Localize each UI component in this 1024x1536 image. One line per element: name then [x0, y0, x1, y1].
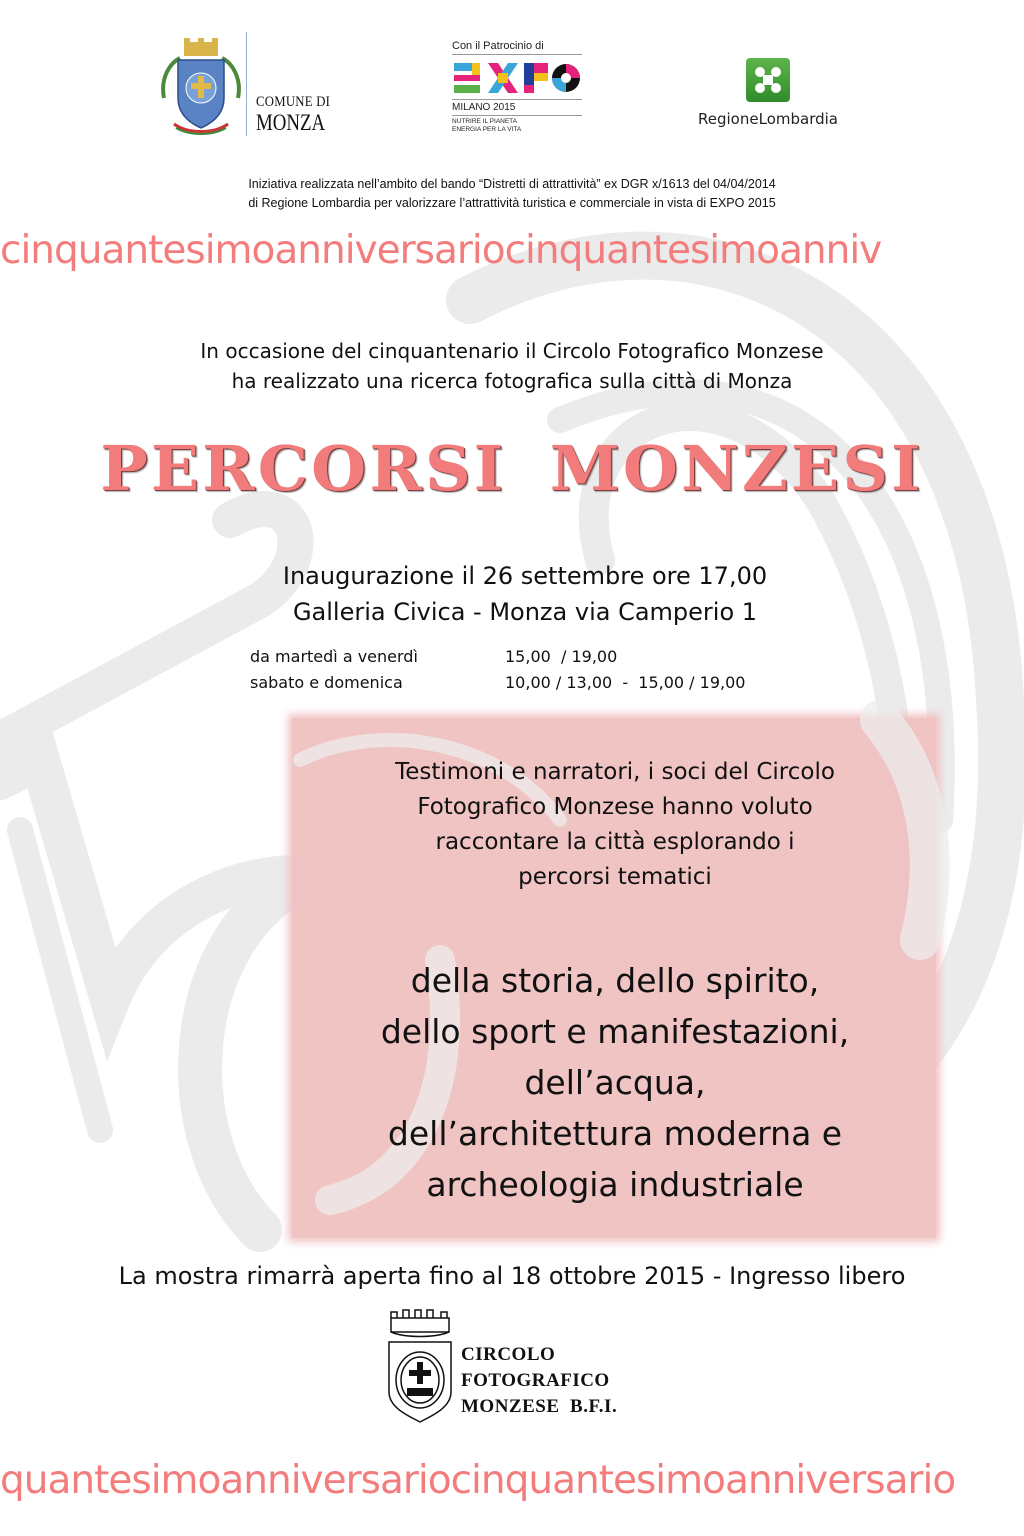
divider [452, 115, 582, 116]
inauguration-date: Inaugurazione il 26 settembre ore 17,00 [282, 562, 768, 590]
theme-line: della storia, dello spirito, [410, 961, 820, 1000]
hours-time: 15,00 / 19,00 [505, 647, 618, 666]
expo-wordmark-icon [452, 59, 582, 97]
monza-label: MONZA [256, 110, 326, 135]
description-text [300, 755, 930, 895]
hours-days: da martedì a venerdì [250, 647, 418, 666]
initiative-line-1: Iniziativa realizzata nell’ambito del bando “Distretti di attrattività” ex DGR x/1613 del 04/04/2014 [248, 177, 776, 191]
theme-line: archeologia industriale [426, 1165, 804, 1204]
circolo-line-1: CIRCOLO [461, 1344, 556, 1365]
circolo-crest-icon [385, 1308, 455, 1426]
divider [452, 99, 582, 100]
comune-label: COMUNE DI [256, 94, 331, 110]
initiative-line-2: di Regione Lombardia per valorizzare l’attrattività turistica e commerciale in vista di EXPO 2015 [248, 196, 776, 210]
expo-tagline-2: ENERGIA PER LA VITA [452, 126, 522, 133]
anniversary-band-top: cinquantesimoanniversariocinquantesimoanniv [0, 228, 882, 273]
description-line: percorsi tematici [518, 864, 712, 890]
venue-address: Galleria Civica - Monza via Camperio 1 [292, 598, 758, 626]
lombardia-rose-icon [746, 58, 790, 102]
description-line: Testimoni e narratori, i soci del Circolo [395, 759, 835, 785]
hours-row [250, 644, 850, 670]
circolo-fotografico-logo [385, 1308, 645, 1428]
themes-list [300, 955, 930, 1210]
anniversary-band-bottom: quantesimoanniversariocinquantesimoanniversario [0, 1458, 956, 1503]
event-details [200, 558, 850, 630]
circolo-line-3: MONZESE B.F.I. [461, 1396, 618, 1417]
divider [452, 54, 582, 55]
expo-city-year: MILANO 2015 [452, 102, 516, 113]
expo-2015-logo [452, 40, 584, 150]
comune-di-monza-logo [160, 30, 360, 140]
description-line: Fotografico Monzese hanno voluto [417, 794, 813, 820]
exhibition-title: PERCORSI MONZESI [100, 432, 924, 505]
regione-lombardia-logo [668, 58, 868, 138]
opening-hours [250, 644, 850, 696]
theme-line: dell’architettura moderna e [387, 1114, 843, 1153]
intro-text [80, 336, 944, 396]
intro-line-1: In occasione del cinquantenario il Circolo Fotografico Monzese [200, 339, 824, 363]
circolo-name [461, 1342, 617, 1420]
hours-time: 10,00 / 13,00 - 15,00 / 19,00 [505, 673, 746, 692]
expo-tagline-1: NUTRIRE IL PIANETA [452, 118, 518, 125]
theme-line: dell’acqua, [524, 1063, 706, 1102]
theme-line: dello sport e manifestazioni, [380, 1012, 850, 1051]
description-line: raccontare la città esplorando i [435, 829, 795, 855]
hours-days: sabato e domenica [250, 673, 403, 692]
logo-divider [246, 32, 247, 136]
circolo-line-2: FOTOGRAFICO [461, 1370, 610, 1391]
hours-row [250, 670, 850, 696]
patronage-label: Con il Patrocinio di [452, 40, 544, 52]
regione-lombardia-label: RegioneLombardia [698, 110, 838, 128]
monza-crest-icon [160, 38, 242, 138]
initiative-notice [100, 175, 924, 213]
intro-line-2: ha realizzato una ricerca fotografica sulla città di Monza [231, 369, 793, 393]
closing-notice: La mostra rimarrà aperta fino al 18 ottobre 2015 - Ingresso libero [118, 1262, 906, 1290]
